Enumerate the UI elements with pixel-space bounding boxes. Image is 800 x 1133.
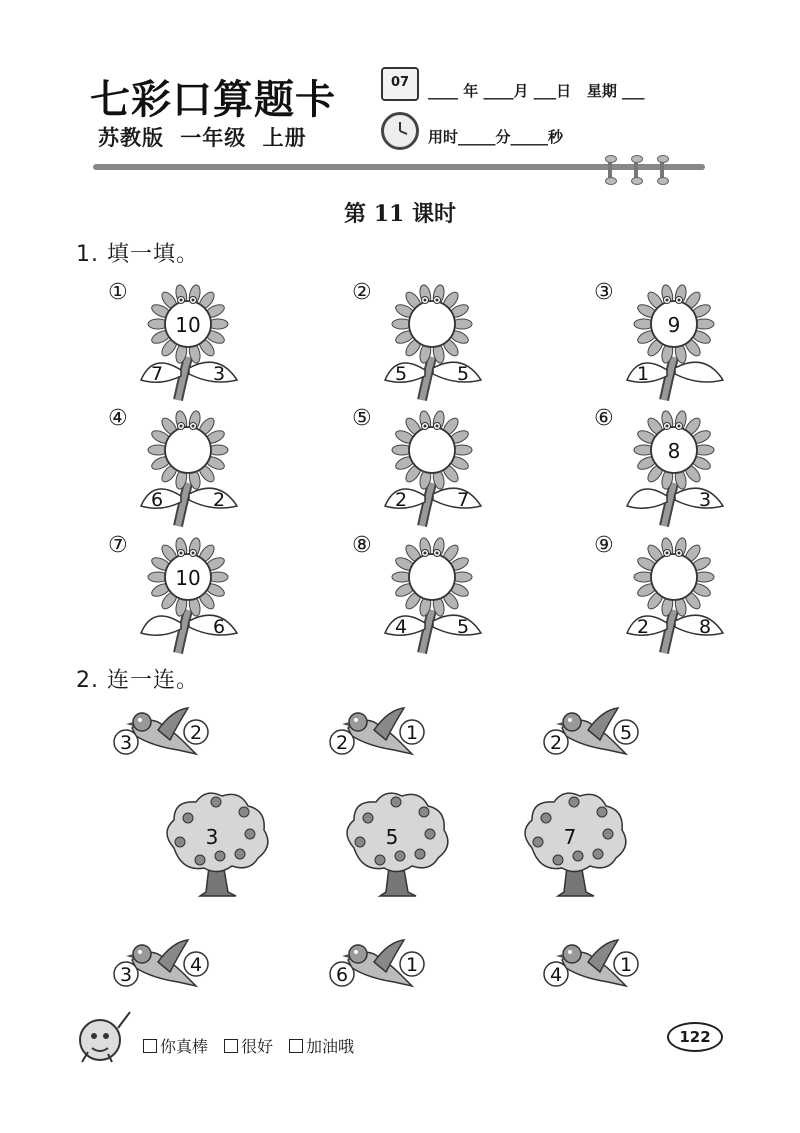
leaf-left-number: 1 — [636, 363, 650, 385]
leaf-right-number: 7 — [456, 489, 470, 511]
bird-card[interactable] — [542, 706, 682, 766]
binder-clip-icon — [634, 157, 638, 183]
brand-logo: 七彩口算题卡 — [90, 76, 336, 123]
tree-number: 5 — [385, 825, 399, 849]
rating-label: 你真棒 — [160, 1037, 209, 1056]
tree-card[interactable] — [340, 788, 455, 898]
apple-tree-icon — [340, 788, 455, 898]
page-number: 122 — [667, 1022, 723, 1052]
bird-icon — [328, 938, 468, 998]
sunflower-icon — [377, 535, 487, 655]
problem-index: ② — [352, 280, 372, 305]
leaf-right-number: 2 — [212, 489, 226, 511]
sunflower-icon — [377, 282, 487, 402]
rating-checkbox[interactable] — [224, 1039, 238, 1053]
date-field: ____ 年 ____月 ___日 星期 ___ — [428, 82, 645, 100]
sunflower-icon — [619, 535, 729, 655]
sunflower-icon — [133, 282, 243, 402]
apple-tree-icon — [160, 788, 275, 898]
header-divider — [93, 164, 705, 170]
bird-icon — [112, 938, 252, 998]
sunflower-icon — [619, 282, 729, 402]
problem-index: ⑤ — [352, 406, 372, 431]
mascot-icon — [72, 1008, 134, 1070]
bird-icon — [328, 706, 468, 766]
self-rating-group — [143, 1034, 354, 1057]
bird-number-left: 6 — [335, 964, 349, 986]
problem-index: ⑥ — [594, 406, 614, 431]
flower-problem — [108, 535, 328, 660]
flower-sum: 10 — [175, 566, 201, 590]
tree-number: 7 — [563, 825, 577, 849]
clock-icon — [381, 112, 419, 150]
problem-index: ⑨ — [594, 533, 614, 558]
bird-number-right: 1 — [405, 722, 419, 744]
bird-card[interactable] — [328, 938, 468, 998]
flower-problem — [594, 535, 800, 660]
section-match-title: 2. 连一连。 — [76, 668, 199, 693]
lesson-title: 第 11 课时 — [344, 201, 456, 227]
leaf-right-number: 5 — [456, 616, 470, 638]
apple-tree-icon — [518, 788, 633, 898]
leaf-right-number: 3 — [212, 363, 226, 385]
problem-index: ⑧ — [352, 533, 372, 558]
flower-problem — [352, 408, 572, 533]
binder-clip-icon — [660, 157, 664, 183]
rating-option[interactable] — [143, 1034, 208, 1057]
flower-problem — [594, 282, 800, 407]
problem-index: ⑦ — [108, 533, 128, 558]
bird-number-left: 2 — [549, 732, 563, 754]
flower-sum: 8 — [667, 439, 681, 463]
time-used-field: 用时_____分_____秒 — [428, 128, 564, 146]
calendar-day: 07 — [390, 75, 410, 90]
bird-number-left: 3 — [119, 964, 133, 986]
rating-label: 很好 — [241, 1037, 274, 1056]
binder-clip-icon — [608, 157, 612, 183]
bird-number-left: 4 — [549, 964, 563, 986]
bird-card[interactable] — [112, 938, 252, 998]
calendar-icon — [381, 67, 419, 101]
flower-problem — [594, 408, 800, 533]
tree-number: 3 — [205, 825, 219, 849]
sunflower-icon — [619, 408, 729, 528]
tree-card[interactable] — [160, 788, 275, 898]
flower-problem — [108, 282, 328, 407]
bird-number-right: 5 — [619, 722, 633, 744]
rating-option[interactable] — [224, 1034, 273, 1057]
problem-index: ④ — [108, 406, 128, 431]
bird-card[interactable] — [112, 706, 252, 766]
flower-sum: 9 — [667, 313, 681, 337]
sunflower-icon — [133, 408, 243, 528]
bird-number-right: 2 — [189, 722, 203, 744]
bird-icon — [542, 706, 682, 766]
flower-sum: 10 — [175, 313, 201, 337]
bird-number-right: 1 — [405, 954, 419, 976]
bird-number-right: 1 — [619, 954, 633, 976]
problem-index: ③ — [594, 280, 614, 305]
section-fill-title: 1. 填一填。 — [76, 242, 199, 267]
flower-problem — [108, 408, 328, 533]
rating-checkbox[interactable] — [289, 1039, 303, 1053]
sunflower-icon — [133, 535, 243, 655]
bird-number-left: 2 — [335, 732, 349, 754]
problem-index: ① — [108, 280, 128, 305]
flower-problem — [352, 282, 572, 407]
rating-checkbox[interactable] — [143, 1039, 157, 1053]
bird-icon — [542, 938, 682, 998]
bird-number-right: 4 — [189, 954, 203, 976]
flower-problem — [352, 535, 572, 660]
bird-number-left: 3 — [119, 732, 133, 754]
leaf-left-number: 4 — [394, 616, 408, 638]
leaf-left-number: 6 — [150, 489, 164, 511]
bird-icon — [112, 706, 252, 766]
leaf-left-number: 2 — [636, 616, 650, 638]
leaf-right-number: 3 — [698, 489, 712, 511]
edition-label: 苏教版 一年级 上册 — [98, 126, 307, 150]
leaf-left-number: 5 — [394, 363, 408, 385]
leaf-right-number: 8 — [698, 616, 712, 638]
bird-card[interactable] — [542, 938, 682, 998]
leaf-right-number: 6 — [212, 616, 226, 638]
leaf-left-number: 2 — [394, 489, 408, 511]
rating-option[interactable] — [289, 1034, 354, 1057]
sunflower-icon — [377, 408, 487, 528]
bird-card[interactable] — [328, 706, 468, 766]
leaf-right-number: 5 — [456, 363, 470, 385]
leaf-left-number: 7 — [150, 363, 164, 385]
rating-label: 加油哦 — [306, 1037, 355, 1056]
tree-card[interactable] — [518, 788, 633, 898]
